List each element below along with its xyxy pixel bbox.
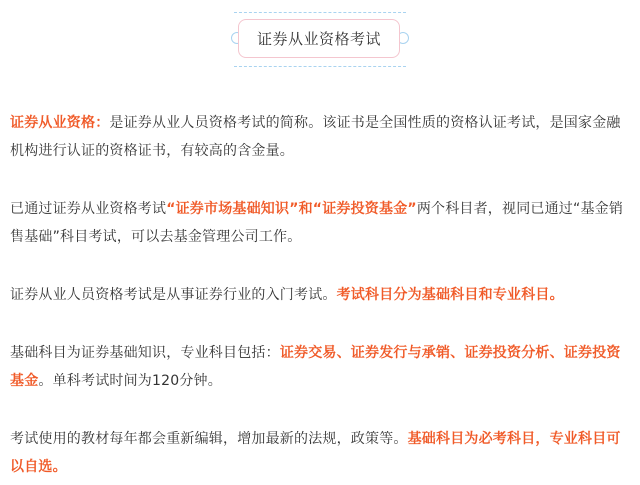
highlight-text: 证券交易、证券发行与承销、证券投资分析、证券投资基金 <box>10 345 621 389</box>
paragraph-exemption <box>10 195 632 251</box>
section-title-badge <box>226 12 414 67</box>
title-box <box>238 19 400 58</box>
paragraph-textbooks <box>10 425 632 481</box>
highlight-text: “证券市场基础知识”和“证券投资基金” <box>166 201 417 217</box>
body-text: 基础科目为证券基础知识，专业科目包括： <box>10 345 280 361</box>
body-text: 两个科目者，视同已通过“基金销售基础”科目考试，可以去基金管理公司工作。 <box>10 201 624 245</box>
page-title: 证券从业资格考试 <box>256 30 381 48</box>
body-text: 。单科考试时间为120分钟。 <box>38 373 222 389</box>
body-text: 已通过证券从业资格考试 <box>10 201 167 217</box>
paragraph-subjects <box>10 339 632 395</box>
title-bottom-dashed-line <box>234 66 406 67</box>
highlight-text: 基础科目为必考科目，专业科目可以自选。 <box>10 431 621 475</box>
paragraph-intro <box>10 109 632 165</box>
body-text: 证券从业人员资格考试是从事证券行业的入门考试。 <box>10 287 337 303</box>
body-text: 考试使用的教材每年都会重新编辑，增加最新的法规，政策等。 <box>10 431 408 447</box>
body-text: 是证券从业人员资格考试的简称。该证书是全国性质的资格认证考试，是国家金融机构进行认证的资格证书，有较高的含金量。 <box>10 115 621 159</box>
highlight-text: 证券从业资格： <box>10 115 110 131</box>
highlight-text: 考试科目分为基础科目和专业科目。 <box>336 287 564 303</box>
title-top-dashed-line <box>234 12 406 13</box>
paragraph-entry-exam <box>10 281 632 309</box>
